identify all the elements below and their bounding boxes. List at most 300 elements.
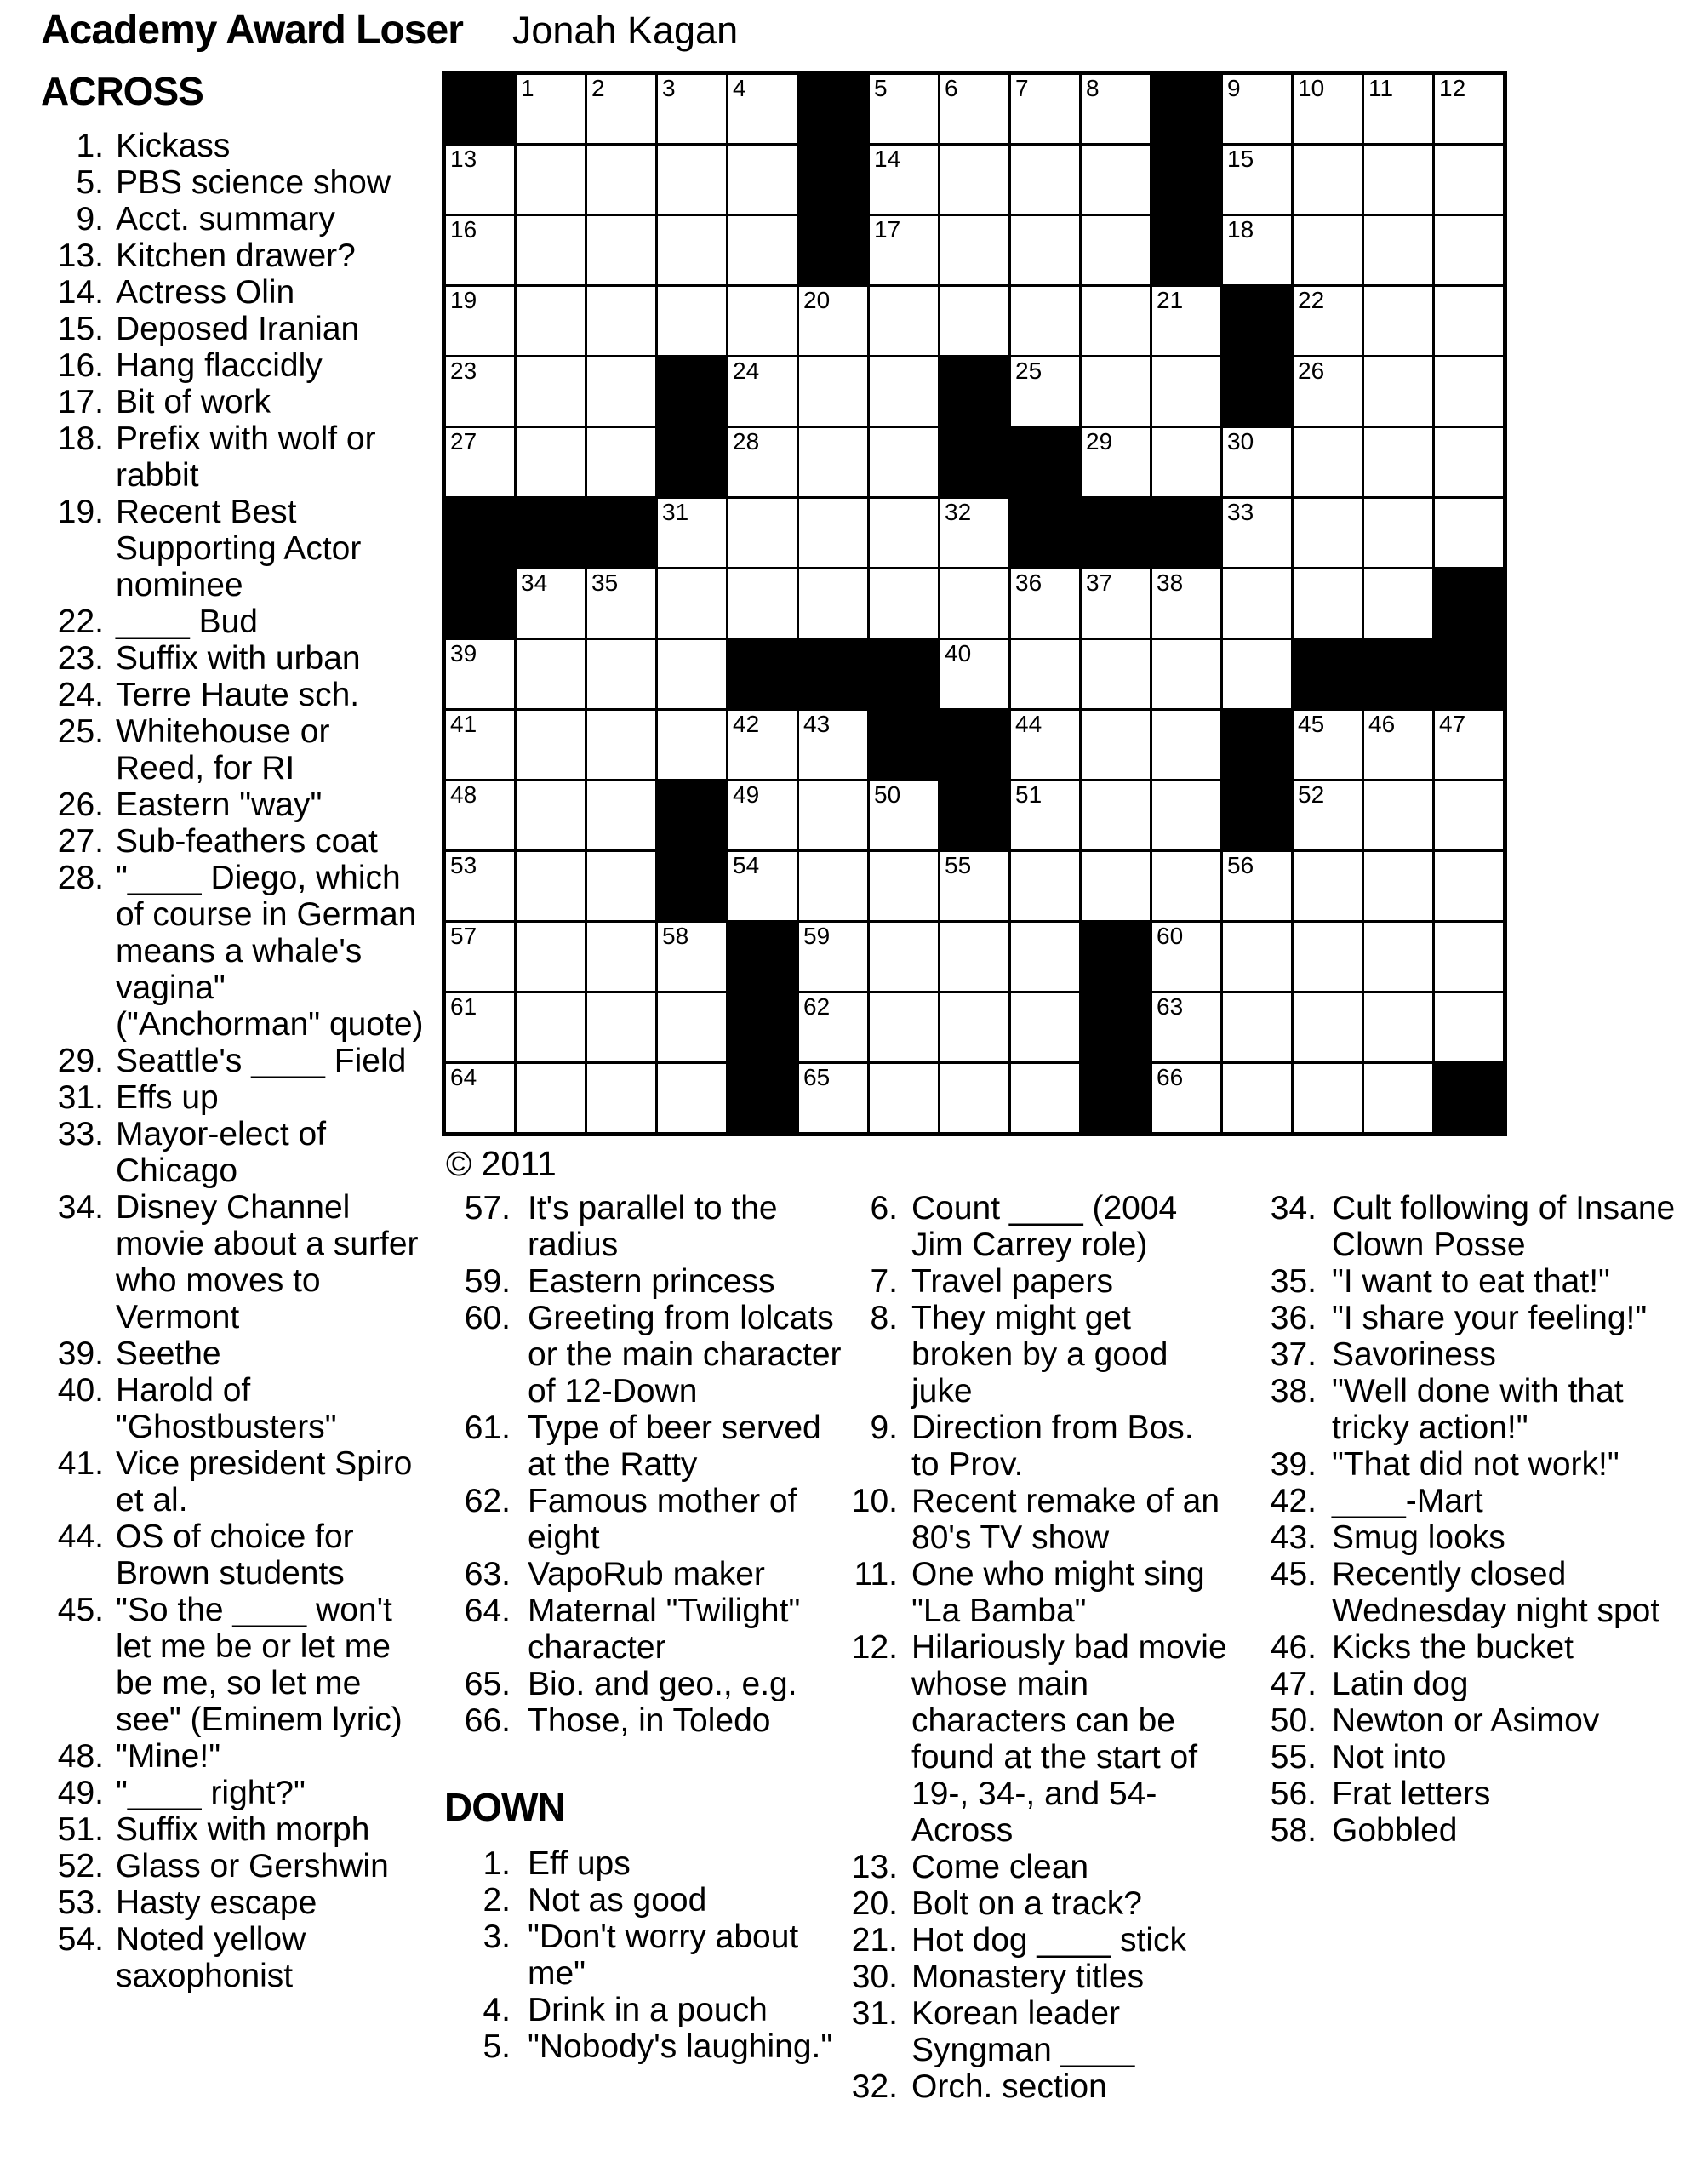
grid-cell-black <box>940 781 1008 849</box>
clue-column-c <box>1244 1190 1687 1849</box>
grid-cell[interactable] <box>940 993 1008 1061</box>
grid-cell[interactable] <box>517 923 585 991</box>
grid-cell-black <box>940 357 1008 426</box>
grid-cell[interactable] <box>1082 781 1150 849</box>
grid-cell[interactable] <box>1294 357 1362 426</box>
grid-cell[interactable] <box>728 711 797 779</box>
clue-text: Recent Best Supporting Actor nominee <box>116 494 362 603</box>
grid-cell[interactable] <box>1011 287 1079 355</box>
grid-cell[interactable] <box>870 923 938 991</box>
grid-cell[interactable] <box>870 357 938 426</box>
grid-cell[interactable] <box>1364 146 1432 214</box>
grid-cell[interactable] <box>1294 781 1362 849</box>
clue-across-48 <box>41 1738 424 1775</box>
grid-cell[interactable] <box>870 428 938 496</box>
grid-cell-number: 64 <box>450 1064 477 1090</box>
grid-cell[interactable] <box>446 923 514 991</box>
grid-cell[interactable] <box>1294 569 1362 638</box>
grid-cell[interactable] <box>1294 711 1362 779</box>
clue-across-29 <box>41 1043 424 1079</box>
grid-cell[interactable] <box>1011 993 1079 1061</box>
grid-cell[interactable] <box>1294 499 1362 567</box>
clue-text: Disney Channel movie about a surfer who moves to Vermont <box>116 1189 419 1335</box>
grid-cell[interactable] <box>1223 640 1291 708</box>
grid-cell[interactable] <box>587 569 655 638</box>
clue-down-50 <box>1244 1702 1687 1739</box>
clue-text: Not into <box>1332 1739 1447 1776</box>
grid-cell[interactable] <box>446 711 514 779</box>
grid-cell[interactable] <box>587 1064 655 1132</box>
grid-cell[interactable] <box>1364 357 1432 426</box>
grid-cell[interactable] <box>1435 993 1503 1061</box>
grid-cell[interactable] <box>587 781 655 849</box>
grid-cell[interactable] <box>728 75 797 143</box>
grid-cell[interactable] <box>799 428 867 496</box>
grid-cell[interactable] <box>870 287 938 355</box>
grid-cell[interactable] <box>799 1064 867 1132</box>
clue-text: Latin dog <box>1332 1666 1469 1702</box>
grid-cell[interactable] <box>1223 993 1291 1061</box>
grid-cell[interactable] <box>1435 428 1503 496</box>
grid-cell[interactable] <box>1223 428 1291 496</box>
grid-cell-number: 38 <box>1157 569 1184 596</box>
grid-cell[interactable] <box>1364 75 1432 143</box>
grid-cell[interactable] <box>799 993 867 1061</box>
grid-cell-number: 32 <box>945 499 972 525</box>
clue-number: 41. <box>57 1445 104 1482</box>
grid-cell[interactable] <box>1223 146 1291 214</box>
grid-cell[interactable] <box>1364 1064 1432 1132</box>
grid-cell-number: 19 <box>450 287 477 313</box>
grid-cell-number: 59 <box>803 923 831 949</box>
grid-cell-black <box>1152 216 1220 284</box>
grid-cell-number: 52 <box>1298 781 1325 808</box>
down-clue-list-b <box>830 1190 1230 2105</box>
clue-number: 34. <box>1270 1190 1317 1227</box>
grid-cell[interactable] <box>799 711 867 779</box>
grid-cell[interactable] <box>799 357 867 426</box>
grid-cell[interactable] <box>1011 711 1079 779</box>
grid-cell[interactable] <box>1435 216 1503 284</box>
grid-cell[interactable] <box>517 146 585 214</box>
clue-text: Mayor-elect of Chicago <box>116 1116 327 1189</box>
grid-cell[interactable] <box>517 569 585 638</box>
grid-cell[interactable] <box>870 852 938 920</box>
grid-cell[interactable] <box>870 146 938 214</box>
grid-cell[interactable] <box>728 357 797 426</box>
grid-cell-number: 30 <box>1227 428 1254 455</box>
grid-cell[interactable] <box>658 640 726 708</box>
clue-across-66 <box>443 1702 851 1739</box>
grid-cell[interactable] <box>1152 923 1220 991</box>
clue-down-7 <box>830 1263 1230 1300</box>
grid-cell-number: 55 <box>945 852 972 878</box>
grid-cell[interactable] <box>940 640 1008 708</box>
grid-cell[interactable] <box>1011 781 1079 849</box>
clue-text: Direction from Bos. to Prov. <box>911 1410 1194 1483</box>
grid-cell[interactable] <box>728 852 797 920</box>
grid-cell[interactable] <box>1223 569 1291 638</box>
grid-cell[interactable] <box>446 640 514 708</box>
grid-cell[interactable] <box>658 75 726 143</box>
grid-cell[interactable] <box>728 428 797 496</box>
grid-cell-number: 25 <box>1015 357 1043 384</box>
grid-cell-number: 26 <box>1298 357 1325 384</box>
clue-text: "Well done with that tricky action!" <box>1332 1373 1624 1446</box>
grid-cell[interactable] <box>1435 923 1503 991</box>
grid-cell[interactable] <box>940 146 1008 214</box>
clue-text: Deposed Iranian <box>116 311 360 347</box>
grid-cell-black <box>1223 781 1291 849</box>
grid-cell[interactable] <box>587 640 655 708</box>
grid-cell[interactable] <box>1435 852 1503 920</box>
grid-cell[interactable] <box>1294 1064 1362 1132</box>
clue-text: Frat letters <box>1332 1776 1491 1812</box>
clue-across-14 <box>41 274 424 311</box>
grid-cell[interactable] <box>870 781 938 849</box>
grid-cell[interactable] <box>587 993 655 1061</box>
grid-cell[interactable] <box>1435 711 1503 779</box>
clue-across-5 <box>41 164 424 201</box>
down-header: DOWN <box>444 1785 565 1829</box>
grid-cell[interactable] <box>1294 216 1362 284</box>
clue-down-36 <box>1244 1300 1687 1336</box>
clue-down-43 <box>1244 1519 1687 1556</box>
clue-number: 11. <box>854 1556 898 1593</box>
grid-cell-number: 33 <box>1227 499 1254 525</box>
grid-cell-number: 37 <box>1086 569 1113 596</box>
clue-down-56 <box>1244 1776 1687 1812</box>
grid-cell[interactable] <box>1082 216 1150 284</box>
grid-cell-number: 13 <box>450 146 477 172</box>
grid-cell[interactable] <box>658 993 726 1061</box>
grid-cell-number: 43 <box>803 711 831 737</box>
clue-number: 66. <box>464 1702 511 1739</box>
grid-cell[interactable] <box>658 711 726 779</box>
grid-cell[interactable] <box>446 428 514 496</box>
grid-cell[interactable] <box>799 569 867 638</box>
grid-cell[interactable] <box>1152 993 1220 1061</box>
grid-cell-number: 56 <box>1227 852 1254 878</box>
grid-cell[interactable] <box>658 216 726 284</box>
grid-cell[interactable] <box>446 216 514 284</box>
grid-cell[interactable] <box>1294 993 1362 1061</box>
grid-cell[interactable] <box>1223 1064 1291 1132</box>
grid-cell[interactable] <box>1364 993 1432 1061</box>
clue-down-34 <box>1244 1190 1687 1263</box>
grid-cell-number: 40 <box>945 640 972 666</box>
grid-cell[interactable] <box>587 146 655 214</box>
grid-cell[interactable] <box>517 781 585 849</box>
grid-cell-number: 27 <box>450 428 477 455</box>
grid-cell[interactable] <box>587 357 655 426</box>
grid-cell-black <box>1011 428 1079 496</box>
grid-cell-black <box>799 146 867 214</box>
grid-cell[interactable] <box>1152 1064 1220 1132</box>
grid-cell[interactable] <box>1294 923 1362 991</box>
grid-cell[interactable] <box>587 75 655 143</box>
grid-cell-black <box>517 499 585 567</box>
clue-number: 10. <box>851 1483 898 1519</box>
grid-cell[interactable] <box>1152 640 1220 708</box>
grid-cell[interactable] <box>587 711 655 779</box>
grid-cell[interactable] <box>658 146 726 214</box>
grid-cell[interactable] <box>1152 569 1220 638</box>
grid-cell[interactable] <box>870 993 938 1061</box>
grid-cell[interactable] <box>870 1064 938 1132</box>
grid-cell-number: 20 <box>803 287 831 313</box>
grid-cell[interactable] <box>1435 146 1503 214</box>
grid-cell[interactable] <box>940 216 1008 284</box>
clue-number: 19. <box>57 494 104 530</box>
grid-cell[interactable] <box>587 923 655 991</box>
clue-number: 1. <box>76 128 104 164</box>
grid-cell[interactable] <box>1223 216 1291 284</box>
grid-cell[interactable] <box>1364 781 1432 849</box>
grid-cell[interactable] <box>1223 923 1291 991</box>
clue-number: 29. <box>57 1043 104 1079</box>
grid-cell[interactable] <box>517 428 585 496</box>
clue-down-9 <box>830 1410 1230 1483</box>
clue-text: Famous mother of eight <box>528 1483 797 1556</box>
grid-cell-number: 11 <box>1368 75 1394 101</box>
grid-cell[interactable] <box>1082 287 1150 355</box>
grid-cell[interactable] <box>517 852 585 920</box>
grid-cell[interactable] <box>1011 569 1079 638</box>
grid-cell[interactable] <box>587 852 655 920</box>
grid-cell[interactable] <box>870 499 938 567</box>
grid-cell[interactable] <box>517 357 585 426</box>
clue-across-63 <box>443 1556 851 1593</box>
grid-cell[interactable] <box>1435 499 1503 567</box>
grid-cell[interactable] <box>870 75 938 143</box>
clue-across-15 <box>41 311 424 347</box>
grid-cell[interactable] <box>728 499 797 567</box>
grid-cell[interactable] <box>1082 711 1150 779</box>
clue-number: 38. <box>1270 1373 1317 1410</box>
grid-cell[interactable] <box>940 1064 1008 1132</box>
clue-text: Hot dog ____ stick <box>911 1922 1187 1959</box>
grid-cell-black <box>1152 499 1220 567</box>
grid-cell[interactable] <box>1082 569 1150 638</box>
grid-cell[interactable] <box>799 781 867 849</box>
clue-text: Actress Olin <box>116 274 295 311</box>
grid-cell[interactable] <box>1435 357 1503 426</box>
grid-cell[interactable] <box>728 146 797 214</box>
clue-down-6 <box>830 1190 1230 1263</box>
clue-across-17 <box>41 384 424 420</box>
grid-cell[interactable] <box>517 1064 585 1132</box>
grid-cell[interactable] <box>1011 1064 1079 1132</box>
grid-cell[interactable] <box>517 216 585 284</box>
grid-cell[interactable] <box>1011 216 1079 284</box>
grid-cell[interactable] <box>658 569 726 638</box>
clue-text: Korean leader Syngman ____ <box>911 1995 1135 2068</box>
grid-cell[interactable] <box>446 287 514 355</box>
clue-number: 58. <box>1270 1812 1317 1849</box>
grid-cell[interactable] <box>1082 75 1150 143</box>
clue-text: Kickass <box>116 128 231 164</box>
clue-number: 45. <box>1270 1556 1317 1593</box>
grid-cell[interactable] <box>1011 923 1079 991</box>
clue-text: "Mine!" <box>116 1738 221 1775</box>
clue-number: 5. <box>483 2028 511 2065</box>
grid-cell[interactable] <box>728 569 797 638</box>
grid-cell[interactable] <box>1364 923 1432 991</box>
grid-cell[interactable] <box>446 1064 514 1132</box>
grid-cell[interactable] <box>446 781 514 849</box>
grid-cell[interactable] <box>940 569 1008 638</box>
grid-cell[interactable] <box>1152 287 1220 355</box>
grid-cell[interactable] <box>728 216 797 284</box>
clue-number: 24. <box>57 677 104 713</box>
grid-cell[interactable] <box>446 993 514 1061</box>
grid-cell-black <box>658 852 726 920</box>
grid-cell[interactable] <box>1082 146 1150 214</box>
clue-number: 30. <box>851 1959 898 1995</box>
clue-down-3 <box>443 1919 851 1992</box>
clue-number: 56. <box>1270 1776 1317 1812</box>
clue-text: "I share your feeling!" <box>1332 1300 1648 1336</box>
clue-across-34 <box>41 1189 424 1335</box>
grid-cell[interactable] <box>1435 75 1503 143</box>
grid-cell[interactable] <box>658 499 726 567</box>
grid-cell[interactable] <box>517 711 585 779</box>
grid-cell[interactable] <box>940 923 1008 991</box>
grid-cell[interactable] <box>799 499 867 567</box>
grid-cell-number: 21 <box>1157 287 1184 313</box>
grid-cell[interactable] <box>870 216 938 284</box>
clue-down-45 <box>1244 1556 1687 1629</box>
clue-number: 27. <box>57 823 104 860</box>
clue-number: 20. <box>851 1885 898 1922</box>
clue-text: "So the ____ won't let me be or let me be me, so let me see" (Eminem lyric) <box>116 1592 403 1738</box>
grid-cell[interactable] <box>1294 852 1362 920</box>
clue-text: Noted yellow saxophonist <box>116 1921 306 1994</box>
grid-cell[interactable] <box>1082 640 1150 708</box>
grid-cell[interactable] <box>870 569 938 638</box>
grid-cell[interactable] <box>1294 287 1362 355</box>
grid-cell[interactable] <box>1294 428 1362 496</box>
grid-cell[interactable] <box>587 287 655 355</box>
grid-cell-number: 10 <box>1298 75 1325 101</box>
grid-cell[interactable] <box>799 923 867 991</box>
grid-cell-number: 7 <box>1015 75 1029 101</box>
grid-cell[interactable] <box>1364 711 1432 779</box>
grid-cell[interactable] <box>587 428 655 496</box>
grid-cell-number: 6 <box>945 75 958 101</box>
grid-cell[interactable] <box>517 75 585 143</box>
clue-number: 48. <box>57 1738 104 1775</box>
grid-cell[interactable] <box>1152 428 1220 496</box>
grid-cell[interactable] <box>1223 499 1291 567</box>
clue-number: 9. <box>870 1410 898 1446</box>
grid-cell[interactable] <box>658 287 726 355</box>
grid-cell[interactable] <box>517 640 585 708</box>
grid-cell[interactable] <box>1011 357 1079 426</box>
grid-cell[interactable] <box>728 781 797 849</box>
grid-cell-number: 28 <box>733 428 760 455</box>
grid-cell[interactable] <box>1364 428 1432 496</box>
grid-cell[interactable] <box>1294 146 1362 214</box>
grid-cell[interactable] <box>940 499 1008 567</box>
clue-text: Monastery titles <box>911 1959 1145 1995</box>
grid-cell[interactable] <box>1364 852 1432 920</box>
clue-number: 23. <box>57 640 104 677</box>
grid-cell[interactable] <box>799 287 867 355</box>
grid-cell[interactable] <box>446 852 514 920</box>
grid-cell-number: 8 <box>1086 75 1100 101</box>
grid-cell[interactable] <box>1152 781 1220 849</box>
grid-cell[interactable] <box>1082 852 1150 920</box>
grid-cell[interactable] <box>587 216 655 284</box>
grid-cell[interactable] <box>1011 640 1079 708</box>
grid-cell[interactable] <box>1011 75 1079 143</box>
clue-number: 15. <box>57 311 104 347</box>
grid-cell[interactable] <box>446 357 514 426</box>
grid-cell[interactable] <box>1152 357 1220 426</box>
grid-cell[interactable] <box>799 852 867 920</box>
grid-cell-black <box>728 640 797 708</box>
grid-cell[interactable] <box>1364 499 1432 567</box>
clue-text: Cult following of Insane Clown Posse <box>1332 1190 1676 1263</box>
grid-cell[interactable] <box>1294 75 1362 143</box>
grid-cell-black <box>1082 993 1150 1061</box>
grid-cell-number: 44 <box>1015 711 1043 737</box>
grid-cell[interactable] <box>728 287 797 355</box>
grid-cell[interactable] <box>517 287 585 355</box>
grid-cell[interactable] <box>940 287 1008 355</box>
grid-cell[interactable] <box>1011 852 1079 920</box>
grid-cell[interactable] <box>1082 357 1150 426</box>
grid-cell[interactable] <box>1364 216 1432 284</box>
clue-number: 14. <box>57 274 104 311</box>
grid-cell[interactable] <box>1435 287 1503 355</box>
clue-down-1 <box>443 1845 851 1882</box>
grid-cell-black <box>1364 640 1432 708</box>
grid-cell-black <box>799 216 867 284</box>
clue-number: 13. <box>57 237 104 274</box>
grid-cell[interactable] <box>1364 287 1432 355</box>
grid-cell-number: 49 <box>733 781 760 808</box>
grid-cell[interactable] <box>1435 781 1503 849</box>
grid-cell[interactable] <box>1223 852 1291 920</box>
grid-cell[interactable] <box>1082 428 1150 496</box>
grid-cell[interactable] <box>1011 146 1079 214</box>
grid-cell-black <box>658 357 726 426</box>
grid-cell[interactable] <box>940 75 1008 143</box>
grid-cell[interactable] <box>1223 75 1291 143</box>
clue-text: Maternal "Twilight" character <box>528 1593 801 1666</box>
grid-cell[interactable] <box>658 1064 726 1132</box>
grid-cell[interactable] <box>1152 711 1220 779</box>
clue-text: Hang flaccidly <box>116 347 323 384</box>
grid-cell-number: 23 <box>450 357 477 384</box>
grid-cell[interactable] <box>658 923 726 991</box>
grid-cell-black <box>1435 1064 1503 1132</box>
clue-number: 57. <box>464 1190 511 1227</box>
copyright-notice: © 2011 <box>446 1144 557 1183</box>
clue-text: Prefix with wolf or rabbit <box>116 420 376 494</box>
clue-down-20 <box>830 1885 1230 1922</box>
grid-cell[interactable] <box>1364 569 1432 638</box>
grid-cell[interactable] <box>940 852 1008 920</box>
grid-cell[interactable] <box>446 146 514 214</box>
grid-cell-black <box>1011 499 1079 567</box>
grid-cell[interactable] <box>517 993 585 1061</box>
clue-number: 21. <box>851 1922 898 1959</box>
grid-cell[interactable] <box>1152 852 1220 920</box>
